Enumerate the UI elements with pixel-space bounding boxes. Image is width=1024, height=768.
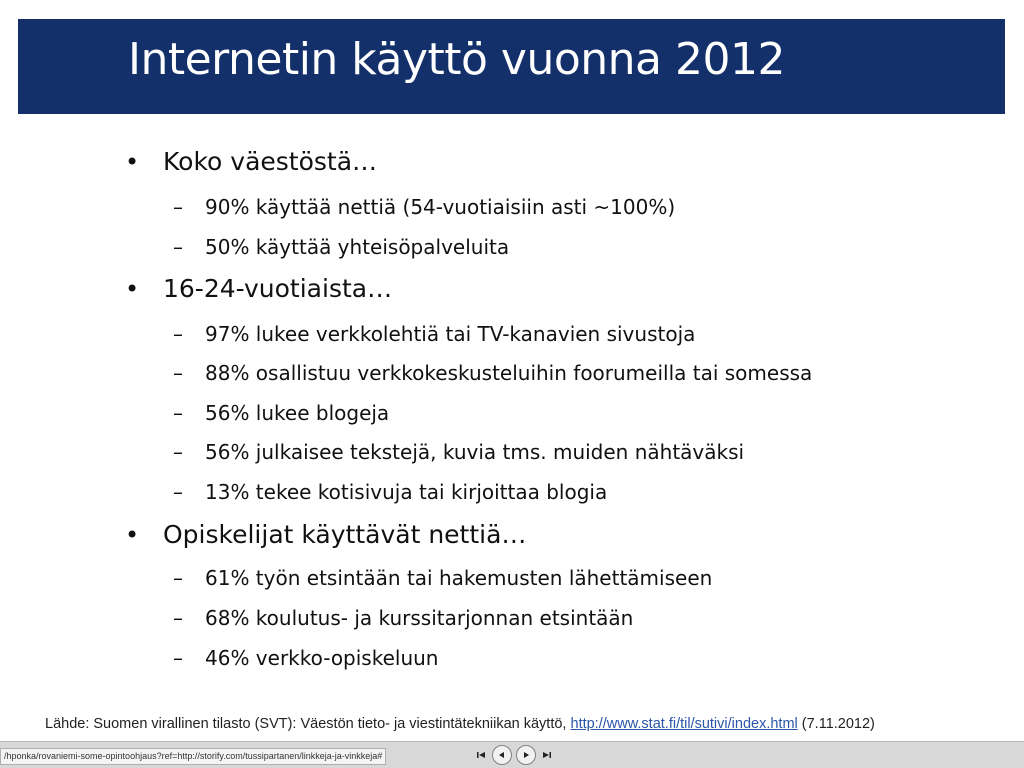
skip-forward-icon[interactable] [540, 746, 554, 764]
dash-icon: – [173, 361, 183, 385]
dash-icon: – [173, 322, 183, 346]
list-item [173, 646, 439, 670]
dash-icon: – [173, 195, 183, 219]
bullet-icon: • [125, 521, 140, 549]
list-item [173, 322, 695, 346]
list-item [173, 195, 675, 219]
dash-icon: – [173, 480, 183, 504]
dash-icon: – [173, 401, 183, 425]
list-item-text: 56% julkaisee tekstejä, kuvia tms. muiden nähtäväksi [205, 440, 745, 464]
list-item [173, 361, 812, 385]
heading-text: Koko väestöstä… [163, 147, 378, 176]
source-link[interactable]: http://www.stat.fi/til/sutivi/index.html [570, 716, 798, 732]
source-prefix: Lähde: Suomen virallinen tilasto (SVT): Väestön tieto- ja viestintätekniikan käyttö, [45, 716, 571, 732]
list-item-text: 46% verkko-opiskeluun [205, 646, 439, 670]
list-item-text: 13% tekee kotisivuja tai kirjoittaa blogia [205, 480, 608, 504]
dash-icon: – [173, 566, 183, 590]
heading-text: Opiskelijat käyttävät nettiä… [163, 520, 527, 549]
source-suffix: (7.11.2012) [797, 716, 875, 732]
list-item-text: 56% lukee blogeja [205, 401, 390, 425]
source-citation [45, 716, 875, 732]
list-item-text: 61% työn etsintään tai hakemusten lähettämiseen [205, 566, 713, 590]
heading-text: 16-24-vuotiaista… [163, 274, 393, 303]
slide-title: Internetin käyttö vuonna 2012 [128, 34, 785, 85]
previous-glyph [497, 750, 507, 760]
list-item-text: 88% osallistuu verkkokeskusteluihin foorumeilla tai somessa [205, 361, 813, 385]
next-icon[interactable] [516, 745, 536, 765]
list-item-text: 90% käyttää nettiä (54-vuotiaisiin asti ~100%) [205, 195, 676, 219]
skip-back-icon[interactable] [474, 746, 488, 764]
list-item-text: 97% lukee verkkolehtiä tai TV-kanavien sivustoja [205, 322, 696, 346]
bullet-icon: • [125, 275, 140, 303]
list-item-text: 50% käyttää yhteisöpalveluita [205, 235, 510, 259]
next-glyph [521, 750, 531, 760]
bullet-icon: • [125, 148, 140, 176]
list-item [173, 606, 633, 630]
list-item [173, 566, 712, 590]
skip-back-glyph [476, 750, 486, 760]
section-heading-2 [125, 274, 392, 303]
dash-icon: – [173, 440, 183, 464]
previous-icon[interactable] [492, 745, 512, 765]
section-heading-3 [125, 520, 526, 549]
list-item [173, 480, 607, 504]
list-item [173, 401, 389, 425]
status-url: /hponka/rovaniemi-some-opintoohjaus?ref=http://storify.com/tussipartanen/linkkeja-ja-vinkkeja# [0, 748, 386, 765]
status-bar [0, 741, 1024, 768]
dash-icon: – [173, 235, 183, 259]
skip-forward-glyph [542, 750, 552, 760]
list-item [173, 440, 744, 464]
slideshow-controls [474, 745, 554, 765]
dash-icon: – [173, 606, 183, 630]
list-item-text: 68% koulutus- ja kurssitarjonnan etsintään [205, 606, 634, 630]
list-item [173, 235, 509, 259]
section-heading-1 [125, 147, 377, 176]
title-banner [18, 19, 1005, 114]
dash-icon: – [173, 646, 183, 670]
